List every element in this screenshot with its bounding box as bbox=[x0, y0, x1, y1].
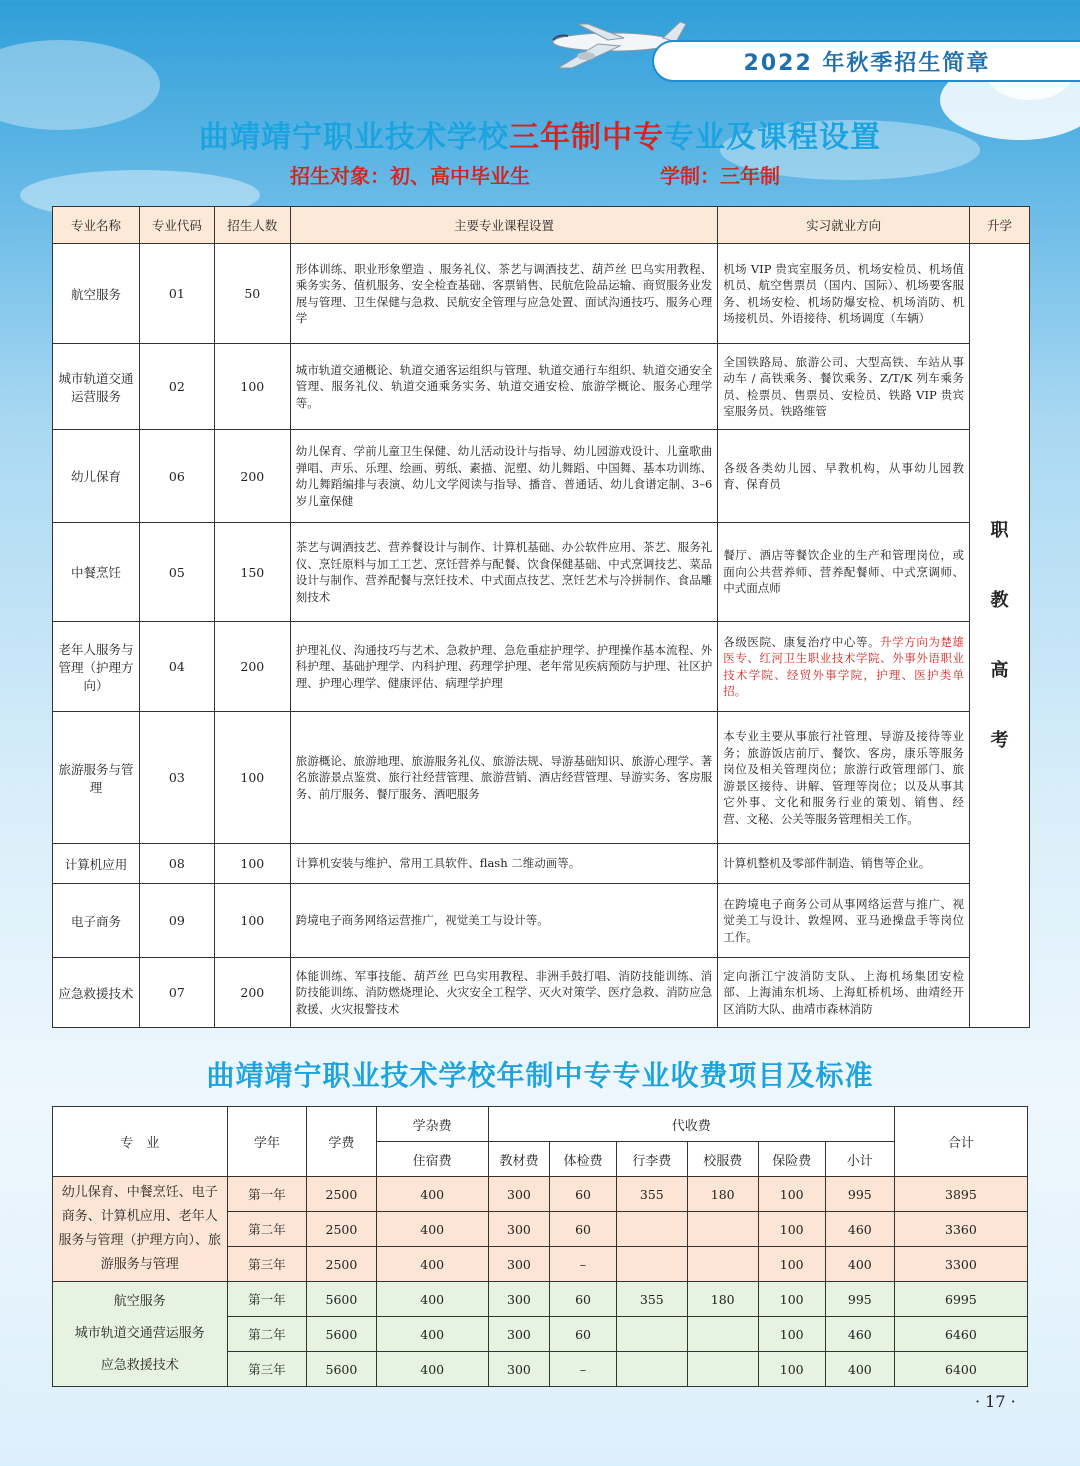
major-code: 05 bbox=[139, 523, 214, 622]
job-direction: 在跨境电子商务公司从事网络运营与推广、视觉美工与设计、敦煌网、亚马逊操盘手等岗位工作。 bbox=[718, 884, 970, 958]
fee-cell: 100 bbox=[758, 1352, 825, 1387]
header-jobs: 实习就业方向 bbox=[718, 207, 970, 244]
job-direction: 本专业主要从事旅行社管理、导游及接待等业务；旅游饭店前厅、餐饮、客房，康乐等服务岗位及相关管理岗位；旅游行政管理部门、旅游景区接待、讲解、管理等岗位；以及从事其它外事、文化和服务行业的策划、销售、经营、文秘、公关等服务管理相关工作。 bbox=[718, 712, 970, 844]
fee-cell: 300 bbox=[488, 1352, 550, 1387]
fee-header-row bbox=[53, 1107, 1028, 1142]
fee-cell: 3300 bbox=[894, 1247, 1027, 1282]
fee-cell: 第二年 bbox=[227, 1317, 307, 1352]
major-code: 01 bbox=[139, 244, 214, 344]
fee-cell: 6400 bbox=[894, 1352, 1027, 1387]
fee-cell: 100 bbox=[758, 1317, 825, 1352]
header-collect: 代收费 bbox=[488, 1107, 894, 1142]
upgrade-char: 职 bbox=[990, 519, 1009, 541]
course-list: 旅游概论、旅游地理、旅游服务礼仪、旅游法规、导游基础知识、旅游心理学、著名旅游景点鉴赏、旅行社经营管理、旅游营销、酒店经营管理、导游实务、客房服务、前厅服务、餐厅服务、酒吧服务 bbox=[290, 712, 718, 844]
table-row bbox=[53, 958, 1030, 1028]
course-list: 计算机安装与维护、常用工具软件、flash 二维动画等。 bbox=[290, 844, 718, 884]
header-major-name: 专业名称 bbox=[53, 207, 140, 244]
upgrade-direction-note: 升学方向为楚雄医专、红河卫生职业技术学院、外事外语职业技术学院、经贸外事学院，护理、医护类单招。 bbox=[723, 634, 965, 698]
upgrade-path bbox=[970, 244, 1030, 1028]
title-part-program: 三年制中专 bbox=[509, 120, 664, 155]
major-code: 08 bbox=[139, 844, 214, 884]
fee-cell: – bbox=[550, 1352, 617, 1387]
fee-cell: 第一年 bbox=[227, 1177, 307, 1212]
enrollment-count: 200 bbox=[214, 430, 290, 523]
fee-cell: 180 bbox=[687, 1177, 758, 1212]
fee-cell bbox=[687, 1247, 758, 1282]
header-major: 专 业 bbox=[53, 1107, 228, 1177]
fee-cell: 3360 bbox=[894, 1212, 1027, 1247]
fee-cell: 2500 bbox=[307, 1177, 377, 1212]
table-row bbox=[53, 712, 1030, 844]
major-name: 航空服务 bbox=[53, 244, 140, 344]
fee-major: 航空服务 bbox=[113, 1294, 166, 1309]
fee-cell: 第三年 bbox=[227, 1352, 307, 1387]
enrollment-count: 200 bbox=[214, 622, 290, 712]
job-direction: 机场 VIP 贵宾室服务员、机场安检员、机场值机员、航空售票员（国内、国际）、机场要客服务、机场安检、机场防爆安检、机场消防、机场接机员、外语接待、机场调度（车辆） bbox=[718, 244, 970, 344]
fee-cell: 400 bbox=[376, 1352, 488, 1387]
fee-row bbox=[53, 1282, 1028, 1317]
course-list: 护理礼仪、沟通技巧与艺术、急救护理、急危重症护理学、护理操作基本流程、外科护理、基础护理学、内科护理、药理学护理、老年常见疾病预防与护理、社区护理、护理心理学、健康评估、病理学护理 bbox=[290, 622, 718, 712]
enrollment-subtitle bbox=[0, 158, 1080, 188]
course-list: 城市轨道交通概论、轨道交通客运组织与管理、轨道交通行车组织、轨道交通安全管理、服务礼仪、轨道交通乘务实务、轨道交通安检、旅游学概论、服务心理学等。 bbox=[290, 344, 718, 430]
fee-cell: 60 bbox=[550, 1177, 617, 1212]
enrollment-count: 100 bbox=[214, 344, 290, 430]
header-uniform: 校服费 bbox=[687, 1142, 758, 1177]
enrollment-count: 100 bbox=[214, 844, 290, 884]
title-part-suffix: 专业及课程设置 bbox=[664, 120, 881, 155]
fee-cell: 400 bbox=[376, 1247, 488, 1282]
fee-cell bbox=[687, 1212, 758, 1247]
header-total: 合计 bbox=[894, 1107, 1027, 1177]
fee-cell: 400 bbox=[376, 1282, 488, 1317]
enrollment-count: 150 bbox=[214, 523, 290, 622]
banner-label: 2022 年秋季招生简章 bbox=[743, 50, 991, 76]
header-lodging: 住宿费 bbox=[376, 1142, 488, 1177]
job-direction: 计算机整机及零部件制造、销售等企业。 bbox=[718, 844, 970, 884]
header-major-code: 专业代码 bbox=[139, 207, 214, 244]
fee-cell bbox=[687, 1317, 758, 1352]
title-part-school: 曲靖靖宁职业技术学校 bbox=[199, 120, 509, 155]
major-name: 老年人服务与管理（护理方向） bbox=[53, 622, 140, 712]
enrollment-count: 100 bbox=[214, 884, 290, 958]
major-code: 06 bbox=[139, 430, 214, 523]
fee-cell: 100 bbox=[758, 1247, 825, 1282]
fee-cell bbox=[616, 1352, 687, 1387]
fee-cell: 60 bbox=[550, 1317, 617, 1352]
course-list: 体能训练、军事技能、葫芦丝 巴乌实用教程、非洲手鼓打唱、消防技能训练、消防技能训练、消防燃烧理论、火灾安全工程学、灭火对策学、医疗急救、消防应急救援、火灾报警技术 bbox=[290, 958, 718, 1028]
job-direction: 定向浙江宁波消防支队、上海机场集团安检部、上海浦东机场、上海虹桥机场、曲靖经开区消防大队、曲靖市森林消防 bbox=[718, 958, 970, 1028]
enrollment-count: 100 bbox=[214, 712, 290, 844]
header-tuition: 学费 bbox=[307, 1107, 377, 1177]
major-name: 幼儿保育 bbox=[53, 430, 140, 523]
fee-cell: 300 bbox=[488, 1177, 550, 1212]
course-list: 形体训练、职业形象塑造 、服务礼仪、茶艺与调酒技艺、葫芦丝 巴乌实用教程、乘务实务、值机服务、安全检查基础、客票销售、民航危险品运输、商贸服务业发展与管理、卫生保健与急救、民航安全管理与应急处置、面试沟通技巧、服务心理学 bbox=[290, 244, 718, 344]
fee-cell: 300 bbox=[488, 1317, 550, 1352]
fee-cell: 60 bbox=[550, 1212, 617, 1247]
job-direction: 餐厅、酒店等餐饮企业的生产和管理岗位，或面向公共营养师、营养配餐师、中式烹调师、中式面点师 bbox=[718, 523, 970, 622]
fee-cell bbox=[616, 1212, 687, 1247]
fee-cell: 460 bbox=[825, 1317, 894, 1352]
study-duration: 学制：三年制 bbox=[660, 164, 780, 188]
table-row bbox=[53, 844, 1030, 884]
brochure-banner bbox=[652, 40, 1080, 82]
major-code: 04 bbox=[139, 622, 214, 712]
fee-major: 城市轨道交通营运服务 bbox=[74, 1326, 205, 1341]
page-number: · 17 · bbox=[975, 1392, 1016, 1411]
header-luggage: 行李费 bbox=[616, 1142, 687, 1177]
job-direction bbox=[718, 622, 970, 712]
fee-title: 曲靖靖宁职业技术学校年制中专专业收费项目及标准 bbox=[206, 1059, 874, 1092]
fee-cell: 5600 bbox=[307, 1352, 377, 1387]
major-name: 旅游服务与管理 bbox=[53, 712, 140, 844]
fee-cell bbox=[616, 1247, 687, 1282]
header-subtotal: 小计 bbox=[825, 1142, 894, 1177]
fee-cell: 995 bbox=[825, 1177, 894, 1212]
fee-cell: – bbox=[550, 1247, 617, 1282]
upgrade-char: 教 bbox=[990, 589, 1009, 611]
fee-row bbox=[53, 1177, 1028, 1212]
header-upgrade: 升学 bbox=[970, 207, 1030, 244]
fee-cell: 5600 bbox=[307, 1282, 377, 1317]
upgrade-char: 考 bbox=[990, 729, 1009, 751]
fee-cell: 60 bbox=[550, 1282, 617, 1317]
major-name: 计算机应用 bbox=[53, 844, 140, 884]
fee-cell: 3895 bbox=[894, 1177, 1027, 1212]
major-code: 03 bbox=[139, 712, 214, 844]
major-code: 07 bbox=[139, 958, 214, 1028]
curriculum-table bbox=[52, 206, 1030, 1028]
enrollment-count: 200 bbox=[214, 958, 290, 1028]
fee-cell: 2500 bbox=[307, 1212, 377, 1247]
job-direction: 全国铁路局、旅游公司、大型高铁、车站从事动车 / 高铁乘务、餐饮乘务、Z/T/K 列车乘务员、检票员、售票员、安检员、铁路 VIP 贵宾室服务员、铁路维管 bbox=[718, 344, 970, 430]
fee-cell: 355 bbox=[616, 1282, 687, 1317]
fee-cell: 995 bbox=[825, 1282, 894, 1317]
fee-major-group: 幼儿保育、中餐烹饪、电子商务、计算机应用、老年人服务与管理（护理方向）、旅游服务与管理 bbox=[53, 1177, 228, 1282]
job-direction-text: 各级医院、康复治疗中心等。 bbox=[723, 634, 881, 649]
upgrade-char: 高 bbox=[990, 659, 1009, 681]
curriculum-title bbox=[0, 112, 1080, 156]
fee-cell: 第二年 bbox=[227, 1212, 307, 1247]
table-row bbox=[53, 622, 1030, 712]
fee-cell: 第三年 bbox=[227, 1247, 307, 1282]
fee-cell: 100 bbox=[758, 1282, 825, 1317]
fee-cell: 400 bbox=[376, 1212, 488, 1247]
job-direction: 各级各类幼儿园、早教机构，从事幼儿园教育、保育员 bbox=[718, 430, 970, 523]
major-name: 应急救援技术 bbox=[53, 958, 140, 1028]
fee-cell: 第一年 bbox=[227, 1282, 307, 1317]
fee-major-group bbox=[53, 1282, 228, 1387]
fee-cell: 400 bbox=[825, 1352, 894, 1387]
fee-cell: 180 bbox=[687, 1282, 758, 1317]
fee-cell: 400 bbox=[825, 1247, 894, 1282]
major-code: 02 bbox=[139, 344, 214, 430]
course-list: 跨境电子商务网络运营推广，视觉美工与设计等。 bbox=[290, 884, 718, 958]
fee-cell: 2500 bbox=[307, 1247, 377, 1282]
fee-cell: 300 bbox=[488, 1212, 550, 1247]
table-row bbox=[53, 244, 1030, 344]
major-name: 中餐烹饪 bbox=[53, 523, 140, 622]
fee-cell: 5600 bbox=[307, 1317, 377, 1352]
header-misc: 学杂费 bbox=[376, 1107, 488, 1142]
fee-major: 应急救援技术 bbox=[100, 1358, 179, 1373]
fee-cell: 460 bbox=[825, 1212, 894, 1247]
fee-cell: 300 bbox=[488, 1247, 550, 1282]
header-courses: 主要专业课程设置 bbox=[290, 207, 718, 244]
fee-cell: 100 bbox=[758, 1177, 825, 1212]
header-insurance: 保险费 bbox=[758, 1142, 825, 1177]
fee-table bbox=[52, 1106, 1028, 1387]
major-code: 09 bbox=[139, 884, 214, 958]
table-row bbox=[53, 344, 1030, 430]
table-row bbox=[53, 884, 1030, 958]
fee-cell: 6460 bbox=[894, 1317, 1027, 1352]
header-enrollment: 招生人数 bbox=[214, 207, 290, 244]
fee-cell: 6995 bbox=[894, 1282, 1027, 1317]
course-list: 茶艺与调酒技艺、营养餐设计与制作、计算机基础、办公软件应用、茶艺、服务礼仪、烹饪原料与加工工艺、烹饪营养与配餐、饮食保健基础、中式烹调技艺、菜品设计与制作、营养配餐与烹饪技术、中式面点技艺、烹饪艺术与冷拼制作、食品雕刻技术 bbox=[290, 523, 718, 622]
header-textbook: 教材费 bbox=[488, 1142, 550, 1177]
fee-cell: 355 bbox=[616, 1177, 687, 1212]
header-year: 学年 bbox=[227, 1107, 307, 1177]
fee-cell: 400 bbox=[376, 1317, 488, 1352]
course-list: 幼儿保育、学前儿童卫生保健、幼儿活动设计与指导、幼儿园游戏设计、儿童歌曲弹唱、声乐、乐理、绘画、剪纸、素描、泥塑、幼儿舞蹈、中国舞、基本功训练、幼儿舞蹈编排与表演、幼儿文学阅读与指导、播音、普通话、幼儿食谱定制、3–6 岁儿童保健 bbox=[290, 430, 718, 523]
enrollment-count: 50 bbox=[214, 244, 290, 344]
table-row bbox=[53, 430, 1030, 523]
major-name: 电子商务 bbox=[53, 884, 140, 958]
enrollment-target: 招生对象：初、高中毕业生 bbox=[290, 164, 530, 188]
fee-cell: 300 bbox=[488, 1282, 550, 1317]
fee-cell: 100 bbox=[758, 1212, 825, 1247]
table-header-row bbox=[53, 207, 1030, 244]
fee-cell bbox=[687, 1352, 758, 1387]
fee-cell: 400 bbox=[376, 1177, 488, 1212]
fee-cell bbox=[616, 1317, 687, 1352]
table-row bbox=[53, 523, 1030, 622]
header-medical: 体检费 bbox=[550, 1142, 617, 1177]
major-name: 城市轨道交通运营服务 bbox=[53, 344, 140, 430]
